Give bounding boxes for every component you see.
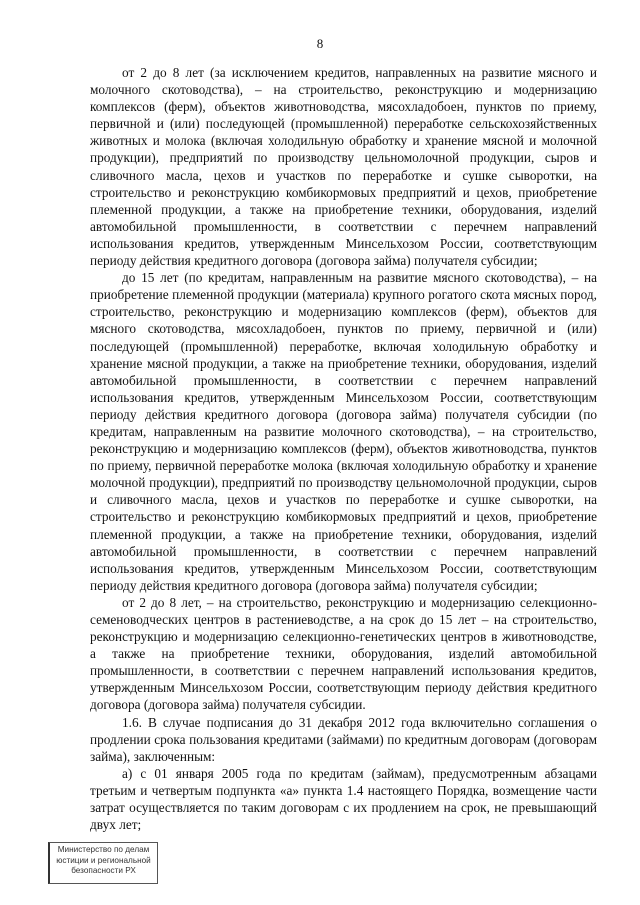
paragraph-2-8-years: от 2 до 8 лет (за исключением кредитов, направленных на развитие мясного и молочного скотоводства), – на строительство, реконструкцию и модернизацию комплексов (ферм), объектов животноводства, мясохладобоен, пунктов по приему, первичной и (или) последующей (промышленной) переработке сельскохозяйственных животных и молока (включая холодильную обработку и хранение мясной и молочной продукции), предприятий по производству цельномолочной продукции, сыров и сливочного масла, цехов и участков по переработке и сушке сыворотки, на строительство и реконструкцию комбикормовых предприятий и цехов, приобретение племенной продукции, а также на приобретение техники, оборудования, изделий автомобильной промышленности, в соответствии с перечнем направлений использования кредитов, утвержденным Минсельхозом России, соответствующим периоду действия кредитного договора (договора займа) получателя субсидии; [90,65,597,269]
stamp-line: Министерство по делам [57,845,150,854]
registration-stamp [48,842,158,884]
stamp-line: безопасности РХ [71,866,136,875]
paragraph-15-years: до 15 лет (по кредитам, направленным на развитие мясного скотоводства), – на приобретение племенной продукции (материала) крупного рогатого скота мясных пород, строительство, реконструкцию и модернизацию комплексов (ферм), объектов для мясного скотоводства, мясохладобоен, пунктов по приему, первичной и (или) последующей (промышленной) переработке, включая холодильную обработку и хранение мясной продукции, а также на приобретение техники, оборудования, изделий автомобильной промышленности, в соответствии с перечнем направлений использования кредитов, утвержденным Минсельхозом России, соответствующим периоду действия кредитного договора (договора займа) получателя субсидии (по кредитам, направленным на развитие молочного скотоводства), – на строительство, реконструкцию и модернизацию комплексов (ферм), объектов животноводства, пунктов по приему, первичной переработке молока (включая холодильную обработку и хранение молочной продукции), предприятий по производству цельномолочной продукции, сыров и сливочного масла, цехов и участков по переработке и сушке сыворотки, на строительство и реконструкцию комбикормовых предприятий и цехов, приобретение племенной продукции, а также на приобретение техники, оборудования, изделий автомобильной промышленности, в соответствии с перечнем направлений использования кредитов, утвержденным Минсельхозом России, соответствующим периоду действия кредитного договора (договора займа) получателя субсидии; [90,270,597,593]
document-body [90,64,597,833]
page-number: 8 [316,36,324,51]
paragraph-1-6: 1.6. В случае подписания до 31 декабря 2012 года включительно соглашения о продлении срока пользования кредитами (займами) по кредитным договорам (договорам займа), заключенным: [90,714,597,764]
stamp-line: юстиции и региональной [56,855,151,865]
paragraph-1-6-a: а) с 01 января 2005 года по кредитам (займам), предусмотренным абзацами третьим и четвертым подпункта «а» пункта 1.4 настоящего Порядка, возмещение части затрат осуществляется по таким договорам с их продлением на срок, не превышающий двух лет; [90,765,597,833]
paragraph-2-8-years-selection: от 2 до 8 лет, – на строительство, реконструкцию и модернизацию селекционно-семеноводческих центров в растениеводстве, а на срок до 15 лет – на строительство, реконструкцию и модернизацию селекционно-генетических центров в животноводстве, а также на приобретение техники, оборудования, изделий автомобильной промышленности, в соответствии с перечнем направлений использования кредитов, утвержденным Минсельхозом России, соответствующим периоду действия кредитного договора (договора займа) получателя субсидии. [90,594,597,713]
